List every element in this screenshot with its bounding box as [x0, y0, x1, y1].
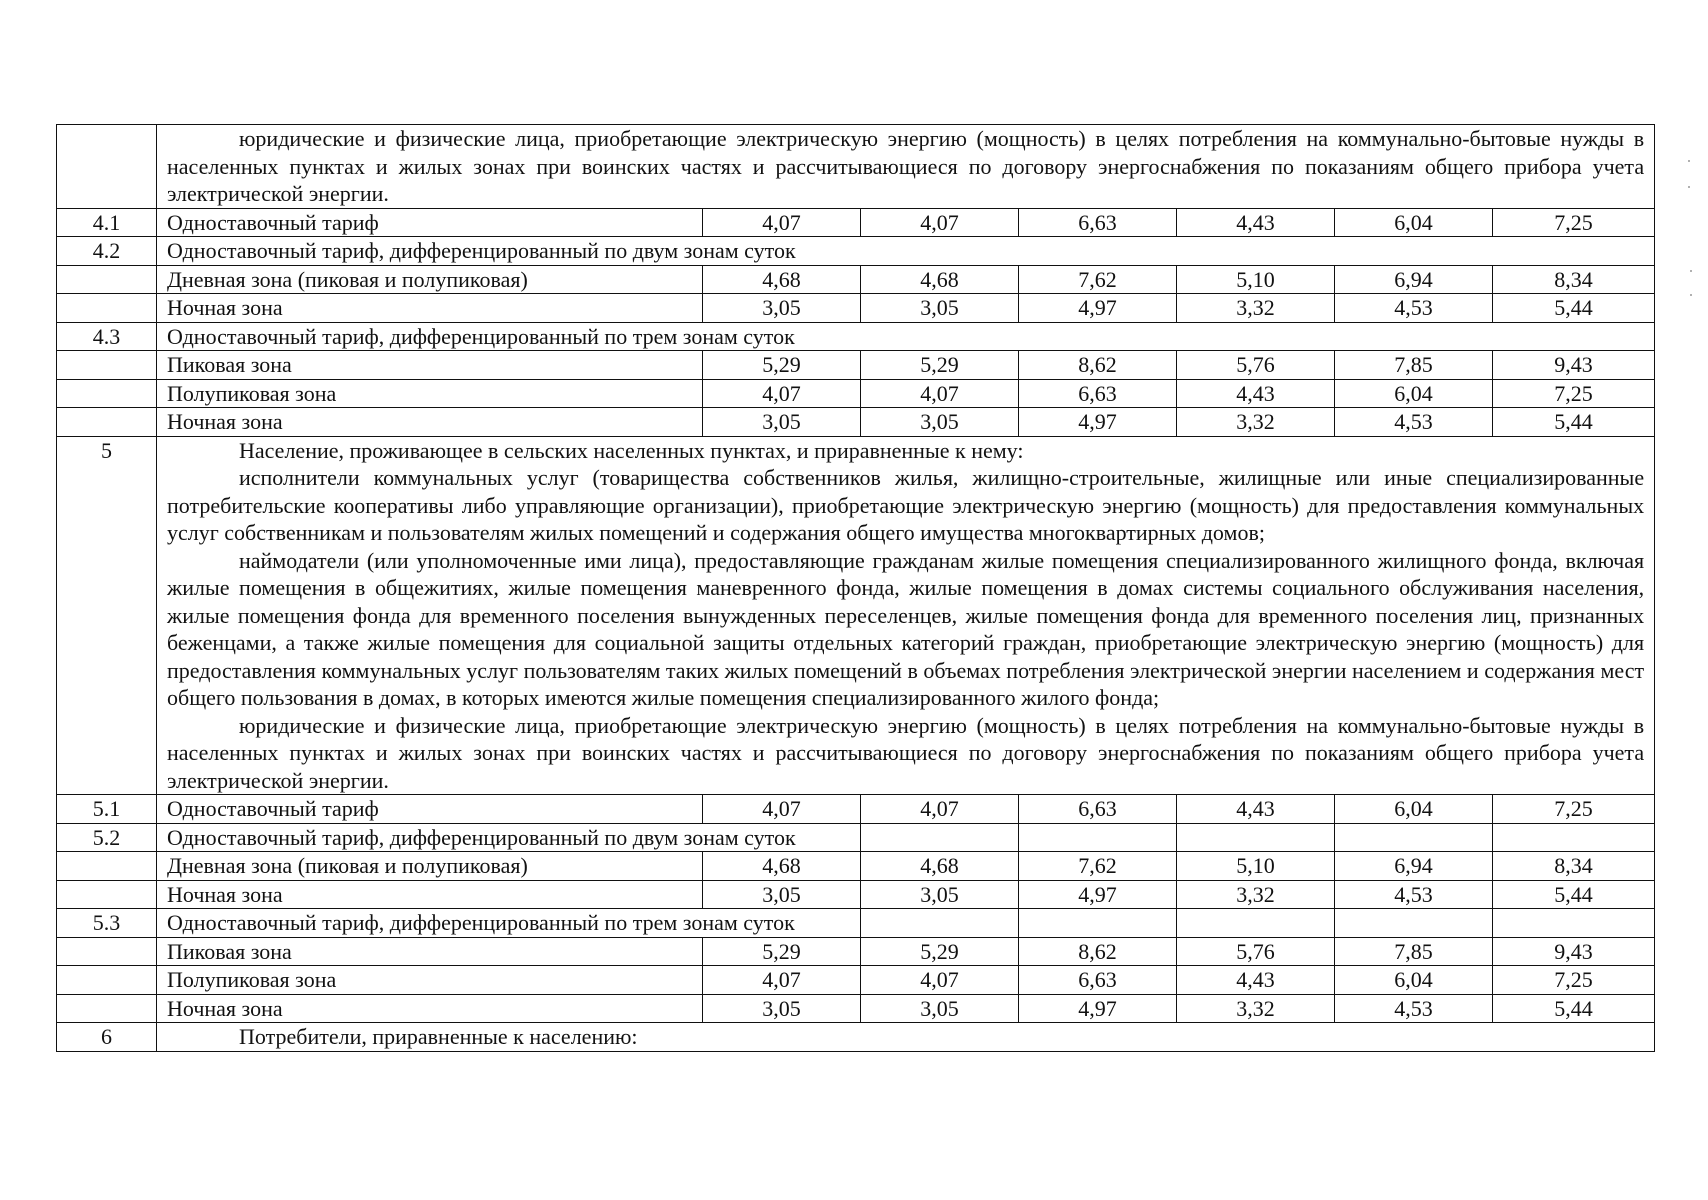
tariff-label: Полупиковая зона	[157, 379, 703, 408]
tariff-value: 6,04	[1335, 795, 1493, 824]
tariff-value: 8,62	[1019, 351, 1177, 380]
tariff-value: 4,53	[1335, 294, 1493, 323]
tariff-value: 3,32	[1177, 880, 1335, 909]
tariff-value: 4,07	[703, 208, 861, 237]
category-description	[157, 436, 1655, 795]
tariff-value: 3,05	[703, 880, 861, 909]
tariff-value: 6,63	[1019, 208, 1177, 237]
row-number	[57, 966, 157, 995]
tariff-value: 5,29	[703, 937, 861, 966]
tariff-value: 6,04	[1335, 379, 1493, 408]
row-number	[57, 265, 157, 294]
empty-value-cell	[1019, 909, 1177, 938]
tariff-value: 6,63	[1019, 795, 1177, 824]
table-row	[57, 795, 1655, 824]
row-number	[57, 294, 157, 323]
scan-speck	[1688, 160, 1690, 162]
scan-speck	[1690, 294, 1692, 296]
tariff-value: 4,07	[703, 966, 861, 995]
tariff-group-label: Одноставочный тариф, дифференцированный по двум зонам суток	[157, 823, 703, 852]
table-row	[57, 1023, 1655, 1052]
tariff-label: Пиковая зона	[157, 937, 703, 966]
tariff-value: 4,43	[1177, 208, 1335, 237]
tariff-value: 5,44	[1493, 880, 1655, 909]
row-number: 4.2	[57, 237, 157, 266]
row-number	[57, 125, 157, 209]
tariff-value: 5,44	[1493, 994, 1655, 1023]
empty-value-cell	[1493, 823, 1655, 852]
tariff-value: 5,29	[703, 351, 861, 380]
tariff-value: 5,29	[861, 351, 1019, 380]
table-row	[57, 208, 1655, 237]
tariff-value: 4,07	[703, 379, 861, 408]
tariff-value: 4,97	[1019, 880, 1177, 909]
tariff-value: 4,53	[1335, 408, 1493, 437]
tariff-value: 6,04	[1335, 966, 1493, 995]
row-number	[57, 937, 157, 966]
tariff-value: 8,34	[1493, 265, 1655, 294]
tariff-value: 3,32	[1177, 294, 1335, 323]
tariff-value: 7,25	[1493, 379, 1655, 408]
tariff-value: 7,62	[1019, 265, 1177, 294]
row-number: 4.3	[57, 322, 157, 351]
tariff-value: 7,85	[1335, 937, 1493, 966]
tariff-value: 7,25	[1493, 208, 1655, 237]
table-row	[57, 294, 1655, 323]
tariff-value: 7,62	[1019, 852, 1177, 881]
row-number: 5.3	[57, 909, 157, 938]
tariff-label: Ночная зона	[157, 408, 703, 437]
table-row	[57, 937, 1655, 966]
row-number	[57, 994, 157, 1023]
tariff-value: 5,76	[1177, 351, 1335, 380]
category-description	[157, 125, 1655, 209]
row-number	[57, 852, 157, 881]
tariff-value: 3,05	[861, 994, 1019, 1023]
empty-value-cell	[1177, 823, 1335, 852]
tariff-label: Ночная зона	[157, 994, 703, 1023]
tariff-value: 3,32	[1177, 994, 1335, 1023]
tariff-value: 5,76	[1177, 937, 1335, 966]
tariff-label: Дневная зона (пиковая и полупиковая)	[157, 265, 703, 294]
tariff-value: 5,10	[1177, 852, 1335, 881]
tariff-value: 4,53	[1335, 994, 1493, 1023]
table-row	[57, 351, 1655, 380]
tariff-value: 5,44	[1493, 408, 1655, 437]
tariff-value: 4,97	[1019, 408, 1177, 437]
row-number: 5.1	[57, 795, 157, 824]
tariff-label: Одноставочный тариф	[157, 208, 703, 237]
tariff-value: 6,04	[1335, 208, 1493, 237]
tariff-value: 4,43	[1177, 379, 1335, 408]
tariff-value: 4,68	[861, 265, 1019, 294]
row-number: 6	[57, 1023, 157, 1052]
table-row	[57, 852, 1655, 881]
tariff-value: 7,85	[1335, 351, 1493, 380]
tariff-label: Ночная зона	[157, 880, 703, 909]
tariff-label: Пиковая зона	[157, 351, 703, 380]
row-number	[57, 408, 157, 437]
table-row	[57, 322, 1655, 351]
tariff-label: Полупиковая зона	[157, 966, 703, 995]
tariff-table	[56, 124, 1655, 1052]
tariff-table-body	[57, 125, 1655, 1052]
description-paragraph: Население, проживающее в сельских населенных пунктах, и приравненные к нему:	[239, 437, 1024, 463]
tariff-value: 3,05	[861, 408, 1019, 437]
scan-speck	[1688, 186, 1690, 188]
tariff-value: 4,43	[1177, 795, 1335, 824]
tariff-value: 4,07	[861, 208, 1019, 237]
tariff-value: 4,07	[861, 379, 1019, 408]
empty-value-cell	[861, 823, 1019, 852]
table-row	[57, 237, 1655, 266]
category-description	[157, 1023, 1655, 1052]
tariff-value: 6,63	[1019, 379, 1177, 408]
row-number: 4.1	[57, 208, 157, 237]
row-number	[57, 379, 157, 408]
scan-speck	[1690, 270, 1692, 272]
empty-value-cell	[1335, 823, 1493, 852]
tariff-value: 7,25	[1493, 966, 1655, 995]
description-paragraph: Потребители, приравненные к населению:	[239, 1024, 638, 1049]
tariff-group-label: Одноставочный тариф, дифференцированный по двум зонам суток	[157, 237, 1655, 266]
table-row	[57, 436, 1655, 795]
empty-value-cell	[1335, 909, 1493, 938]
row-number: 5.2	[57, 823, 157, 852]
tariff-value: 4,07	[861, 966, 1019, 995]
tariff-value: 3,05	[703, 408, 861, 437]
table-row	[57, 265, 1655, 294]
tariff-value: 4,68	[703, 265, 861, 294]
tariff-value: 5,44	[1493, 294, 1655, 323]
row-number	[57, 351, 157, 380]
empty-value-cell	[1019, 823, 1177, 852]
tariff-label: Дневная зона (пиковая и полупиковая)	[157, 852, 703, 881]
tariff-value: 5,10	[1177, 265, 1335, 294]
tariff-group-label: Одноставочный тариф, дифференцированный по трем зонам суток	[157, 909, 703, 938]
tariff-value: 9,43	[1493, 937, 1655, 966]
row-number: 5	[57, 436, 157, 795]
tariff-value: 3,32	[1177, 408, 1335, 437]
table-row	[57, 379, 1655, 408]
tariff-label: Одноставочный тариф	[157, 795, 703, 824]
description-paragraph: юридические и физические лица, приобретающие электрическую энергию (мощность) в целях потребления на коммунально-бытовые нужды в населенных пунктах и жилых зонах при воинских частях и рассчитывающиеся по договору энергоснабжения по показаниям общего прибора учета электрической энергии.	[167, 712, 1645, 793]
tariff-value: 4,97	[1019, 994, 1177, 1023]
tariff-value: 3,05	[703, 994, 861, 1023]
tariff-value: 3,05	[703, 294, 861, 323]
table-row	[57, 125, 1655, 209]
description-paragraph: наймодатели (или уполномоченные ими лица), предоставляющие гражданам жилые помещения специализированного жилищного фонда, включая жилые помещения в общежитиях, жилые помещения маневренного фонда, жилые помещения в домах системы социального обслуживания населения, жилые помещения фонда для временного поселения вынужденных переселенцев, жилые помещения фонда для временного поселения лиц, признанных беженцами, а также жилые помещения для социальной защиты отдельных категорий граждан, приобретающие электрическую энергию (мощность) для предоставления коммунальных услуг пользователям таких жилых помещений в объемах потребления электрической энергии населением и содержания мест общего пользования в домах, в которых имеются жилые помещения специализированного жилого фонда;	[167, 547, 1645, 710]
description-paragraph: юридические и физические лица, приобретающие электрическую энергию (мощность) в целях потребления на коммунально-бытовые нужды в населенных пунктах и жилых зонах при воинских частях и рассчитывающиеся по договору энергоснабжения по показаниям общего прибора учета электрической энергии.	[167, 126, 1645, 206]
table-row	[57, 823, 1655, 852]
tariff-value: 4,07	[703, 795, 861, 824]
row-number	[57, 880, 157, 909]
table-row	[57, 408, 1655, 437]
tariff-group-label: Одноставочный тариф, дифференцированный по трем зонам суток	[157, 322, 1655, 351]
tariff-value: 6,94	[1335, 852, 1493, 881]
tariff-value: 9,43	[1493, 351, 1655, 380]
table-row	[57, 880, 1655, 909]
table-row	[57, 909, 1655, 938]
table-row	[57, 966, 1655, 995]
table-row	[57, 994, 1655, 1023]
tariff-value: 8,62	[1019, 937, 1177, 966]
tariff-value: 7,25	[1493, 795, 1655, 824]
tariff-value: 4,68	[703, 852, 861, 881]
tariff-value: 6,94	[1335, 265, 1493, 294]
tariff-value: 4,68	[861, 852, 1019, 881]
tariff-value: 8,34	[1493, 852, 1655, 881]
tariff-value: 3,05	[861, 294, 1019, 323]
tariff-value: 5,29	[861, 937, 1019, 966]
tariff-value: 4,43	[1177, 966, 1335, 995]
tariff-value: 6,63	[1019, 966, 1177, 995]
description-paragraph: исполнители коммунальных услуг (товарищества собственников жилья, жилищно-строительные, жилищные или иные специализированные потребительские кооперативы либо управляющие организации), приобретающие электрическую энергию (мощность) для предоставления коммунальных услуг собственникам и пользователям жилых помещений и содержания общего имущества многоквартирных домов;	[167, 465, 1645, 545]
tariff-value: 3,05	[861, 880, 1019, 909]
empty-value-cell	[861, 909, 1019, 938]
empty-value-cell	[1493, 909, 1655, 938]
empty-value-cell	[1177, 909, 1335, 938]
tariff-value: 4,07	[861, 795, 1019, 824]
tariff-label: Ночная зона	[157, 294, 703, 323]
tariff-value: 4,97	[1019, 294, 1177, 323]
tariff-value: 4,53	[1335, 880, 1493, 909]
